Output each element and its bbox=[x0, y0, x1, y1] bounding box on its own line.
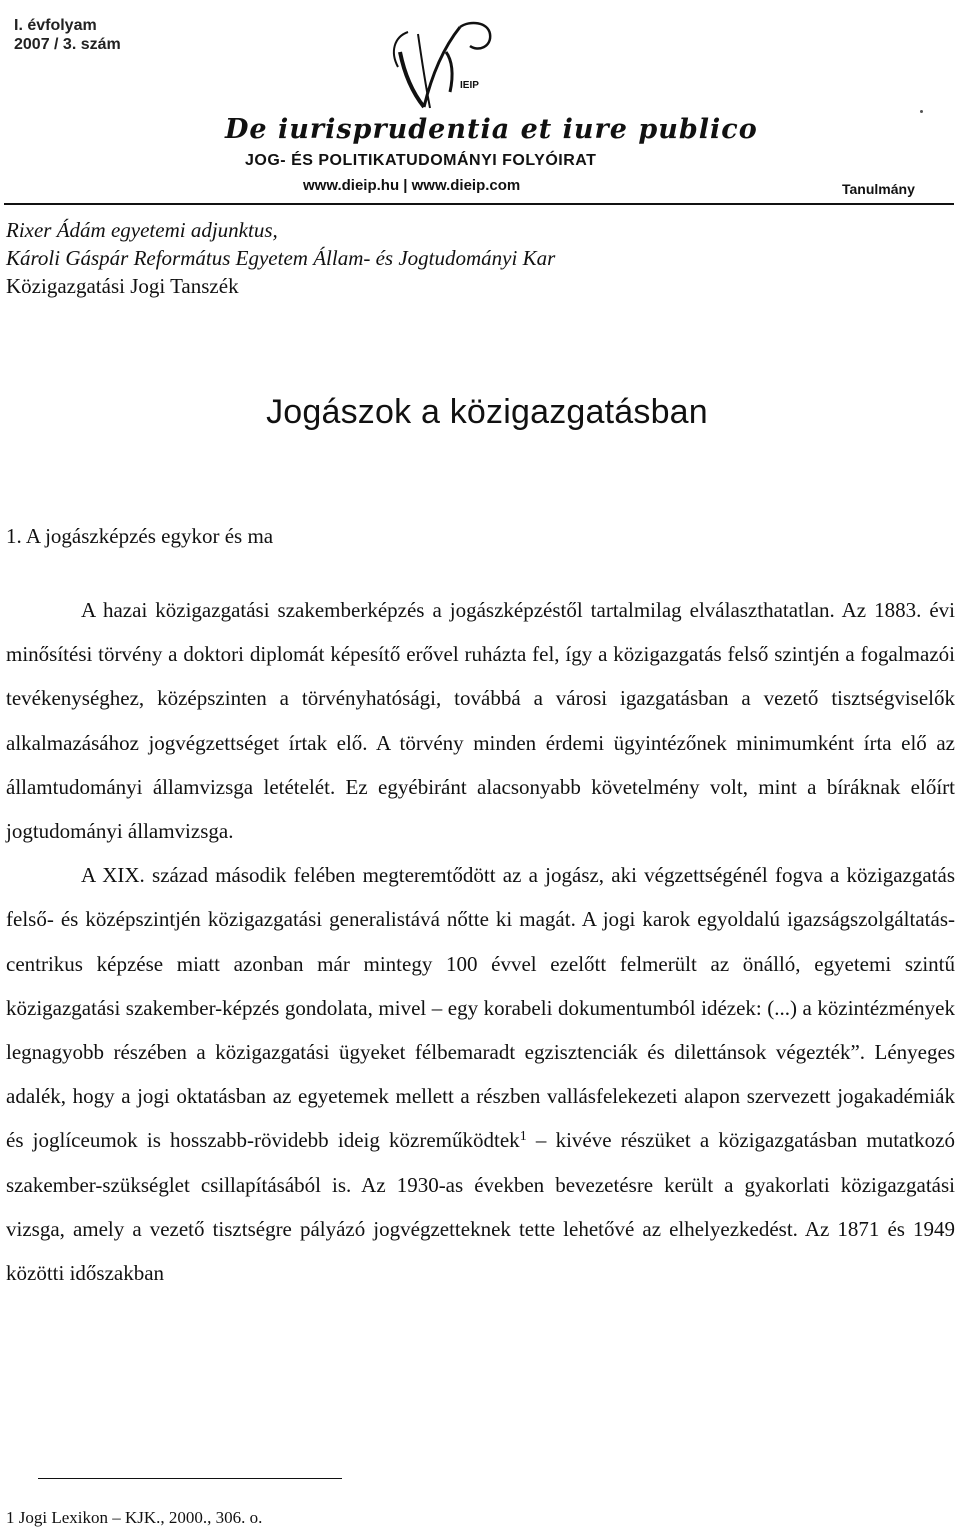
paragraph-text: A XIX. század második felében megteremtődött az a jogász, aki végzettségénél fogva a közigazgatás felső- és középszintjén közigazgatási generalistává nőtte ki magát. A jogi karok egyoldalú igazságszolgáltatás-centrikus képzése miatt azonban már mintegy 100 évvel ezelőtt felmerült az önálló, egyetemi szintű közigazgatási szakember-képzés gondolata, mivel – egy korabeli dokumentumból idézek: (...) a közintézmények legnagyobb részében a közigazgatási ügyeket félbemaradt egzisztenciák és dilettánsok végezték”. Lényeges adalék, hogy a jogi oktatásban az egyetemek mellett a részben vallásfelekezeti alapon szervezett jogakadémiák és joglíceumok is hosszabb-rövidebb ideig közreműködtek bbox=[6, 863, 955, 1153]
issue-volume: I. évfolyam bbox=[14, 17, 97, 34]
footnote-reference[interactable]: 1 bbox=[519, 1129, 527, 1145]
journal-subtitle: JOG- ÉS POLITIKATUDOMÁNYI FOLYÓIRAT bbox=[245, 152, 597, 169]
journal-logo-icon bbox=[360, 12, 510, 112]
document-title: Jogászok a közigazgatásban bbox=[266, 393, 708, 431]
section-heading: 1. A jogászképzés egykor és ma bbox=[6, 524, 274, 548]
masthead-rule bbox=[4, 203, 954, 205]
footnote: 1 Jogi Lexikon – KJK., 2000., 306. o. bbox=[6, 1508, 263, 1527]
journal-website: www.dieip.hu | www.dieip.com bbox=[303, 177, 521, 194]
issue-number: 2007 / 3. szám bbox=[14, 36, 121, 53]
paragraph-text: – kivéve részüket a közigazgatásban mutatkozó szakember-szükséglet csillapításából is. Az 1930-as években bevezetésre került a gyakorlati közigazgatási vizsga, amely a vezető tisztségre pályázó jogvégzetteknek tette lehetővé az elhelyezkedést. Az 1871 és 1949 közötti időszakban bbox=[6, 1128, 955, 1286]
stray-dot bbox=[920, 110, 923, 113]
paragraph bbox=[6, 853, 955, 1295]
logo-badge: IEIP bbox=[460, 80, 479, 91]
journal-title: De iurisprudentia et iure publico bbox=[225, 114, 758, 145]
paragraph: A hazai közigazgatási szakemberképzés a jogászképzéstől tartalmilag elválaszthatatlan. Az 1883. évi minősítési törvény a doktori diplomát képesítő erővel ruházta fel, így a közigazgatás felső szintjén a fogalmazói tevékenységhez, középszinten a törvényhatósági, továbbá a városi igazgatásban a vezető tisztségviselők alkalmazásához jogvégzettséget írtak elő. A törvény minden érdemi ügyintézőnek minimumként írta elő az államtudományi államvizsga letételét. Ez egyébiránt alacsonyabb követelmény volt, mint a bíráknak előírt jogtudományi államvizsga. bbox=[6, 598, 955, 844]
footnote-rule bbox=[38, 1478, 342, 1479]
author-block bbox=[6, 216, 555, 300]
author-name: Rixer Ádám egyetemi adjunktus, bbox=[6, 218, 278, 242]
journal-masthead bbox=[0, 0, 960, 205]
article-type: Tanulmány bbox=[842, 181, 915, 197]
author-department: Közigazgatási Jogi Tanszék bbox=[6, 274, 239, 298]
author-institution: Károli Gáspár Református Egyetem Állam- és Jogtudományi Kar bbox=[6, 246, 556, 270]
issue-info bbox=[14, 16, 121, 54]
body-text bbox=[6, 588, 955, 1295]
